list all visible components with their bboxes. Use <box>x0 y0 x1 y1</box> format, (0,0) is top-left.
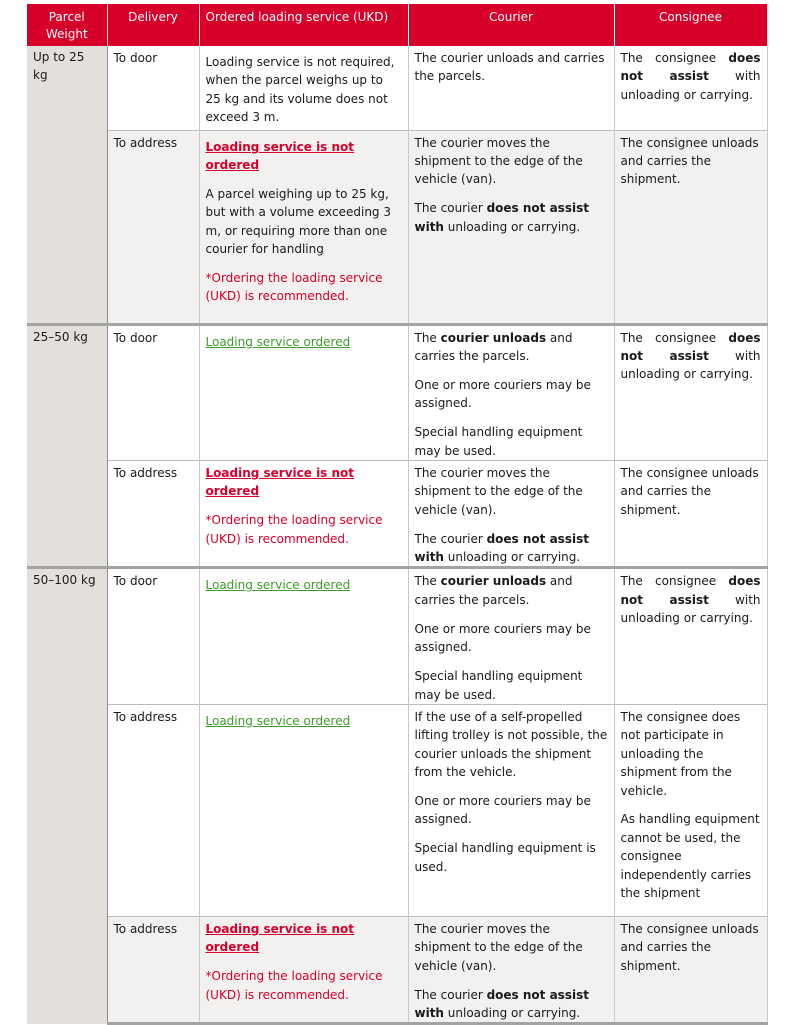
service-cell <box>199 704 408 916</box>
consignee-cell <box>614 324 767 460</box>
courier-text: Special handling equipment is used. <box>414 841 596 874</box>
loading-not-ordered-link[interactable]: Loading service is not ordered <box>205 921 355 955</box>
service-cell <box>199 46 408 130</box>
header-weight: Parcel Weight <box>27 4 107 46</box>
courier-text: The courier does not assist with unloading or carrying. <box>414 201 589 234</box>
delivery-cell: To address <box>107 704 199 916</box>
consignee-text: The consignee unloads and carries the shipment. <box>620 135 759 187</box>
table-row <box>27 568 767 704</box>
consignee-text: The consignee unloads and carries the shipment. <box>620 465 759 517</box>
consignee-cell <box>614 916 767 1024</box>
courier-text: The courier unloads and carries the parcels. <box>414 574 573 607</box>
service-text: Loading service is not required, when the parcel weighs up to 25 kg and its volume does not exceed 3 m. <box>205 55 395 125</box>
courier-cell <box>408 130 614 324</box>
table-row <box>27 704 767 916</box>
consignee-text: As handling equipment cannot be used, the consignee independently carries the shipment <box>620 812 760 901</box>
table-row <box>27 130 767 324</box>
delivery-cell: To door <box>107 46 199 130</box>
table-row <box>27 46 767 130</box>
loading-ordered-link[interactable]: Loading service ordered <box>205 713 351 728</box>
courier-cell <box>408 324 614 460</box>
courier-cell <box>408 916 614 1024</box>
courier-text: Special handling equipment may be used. <box>414 425 583 458</box>
courier-text: The courier unloads and carries the parcels. <box>414 51 605 84</box>
table-row <box>27 916 767 1024</box>
consignee-cell <box>614 704 767 916</box>
header-consignee: Consignee <box>614 4 767 46</box>
courier-cell <box>408 704 614 916</box>
weight-label: 50–100 kg <box>33 573 96 588</box>
service-cell <box>199 568 408 704</box>
recommendation-note: *Ordering the loading service (UKD) is recommended. <box>205 270 383 304</box>
header-delivery: Delivery <box>107 4 199 46</box>
weight-cell <box>27 568 107 1024</box>
courier-text: The courier does not assist with unloading or carrying. <box>414 987 589 1021</box>
recommendation-note: *Ordering the loading service (UKD) is recommended. <box>205 969 383 1002</box>
service-note: A parcel weighing up to 25 kg, but with a volume exceeding 3 m, or requiring more than one courier for handling <box>205 186 392 257</box>
courier-text: One or more couriers may be assigned. <box>414 794 591 827</box>
courier-text: The courier moves the shipment to the edge of the vehicle (van). <box>414 135 583 187</box>
delivery-cell: To address <box>107 916 199 1024</box>
table-row <box>27 324 767 460</box>
delivery-cell: To address <box>107 460 199 568</box>
consignee-cell <box>614 460 767 568</box>
consignee-cell <box>614 46 767 130</box>
courier-text: If the use of a self-propelled lifting trolley is not possible, the courier unloads the shipment from the vehicle. <box>414 709 608 780</box>
weight-cell <box>27 46 107 324</box>
courier-text: The courier does not assist with unloading or carrying. <box>414 531 589 565</box>
courier-cell <box>408 460 614 568</box>
courier-text: One or more couriers may be assigned. <box>414 377 591 411</box>
loading-ordered-link[interactable]: Loading service ordered <box>205 578 351 593</box>
courier-cell <box>408 568 614 704</box>
header-courier: Courier <box>408 4 614 46</box>
courier-cell <box>408 46 614 130</box>
consignee-text: The consignee does not assist with unloading or carrying. <box>620 330 761 382</box>
consignee-text: The consignee unloads and carries the shipment. <box>620 921 759 973</box>
consignee-cell <box>614 568 767 704</box>
consignee-cell <box>614 130 767 324</box>
courier-text: One or more couriers may be assigned. <box>414 621 591 655</box>
consignee-text: The consignee does not participate in unloading the shipment from the vehicle. <box>620 709 741 798</box>
loading-ordered-link[interactable]: Loading service ordered <box>205 334 351 349</box>
weight-label: 25–50 kg <box>33 329 88 344</box>
table-row <box>27 460 767 568</box>
service-cell <box>199 130 408 324</box>
weight-cell <box>27 324 107 568</box>
courier-text: Special handling equipment may be used. <box>414 669 583 702</box>
courier-text: The courier moves the shipment to the edge of the vehicle (van). <box>414 921 583 973</box>
loading-not-ordered-link[interactable]: Loading service is not ordered <box>205 465 355 499</box>
recommendation-note: *Ordering the loading service (UKD) is recommended. <box>205 513 383 546</box>
service-cell <box>199 324 408 460</box>
service-cell <box>199 916 408 1024</box>
delivery-cell: To door <box>107 568 199 704</box>
header-row <box>27 4 767 46</box>
loading-not-ordered-link[interactable]: Loading service is not ordered <box>205 139 355 172</box>
courier-text: The courier unloads and carries the parcels. <box>414 330 573 363</box>
header-service: Ordered loading service (UKD) <box>199 4 408 46</box>
delivery-cell: To door <box>107 324 199 460</box>
service-cell <box>199 460 408 568</box>
loading-service-table <box>27 4 768 1025</box>
courier-text: The courier moves the shipment to the edge of the vehicle (van). <box>414 465 583 517</box>
consignee-text: The consignee does not assist with unloading or carrying. <box>620 574 761 626</box>
delivery-cell: To address <box>107 130 199 324</box>
consignee-text: The consignee does not assist with unloading or carrying. <box>620 51 761 102</box>
weight-label: Up to 25 kg <box>33 50 85 83</box>
